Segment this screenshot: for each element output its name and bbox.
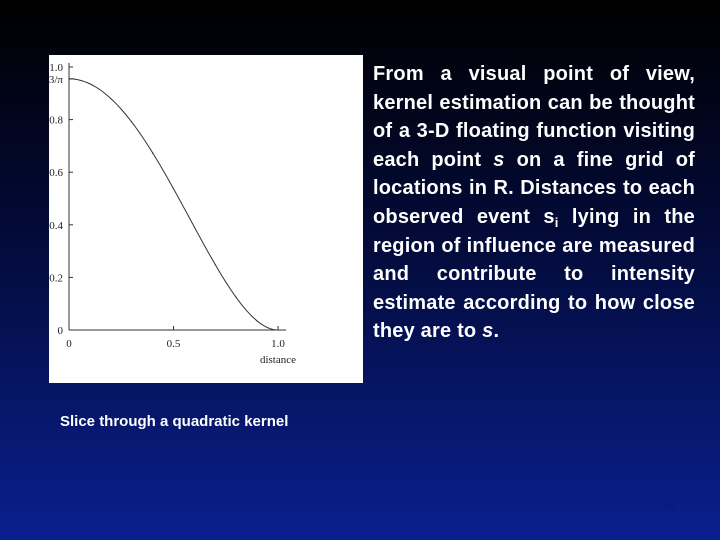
page-number: 33 bbox=[662, 498, 676, 512]
text-segment: From a visual point of view, kernel estimation can be thought of a 3-D floating function visiting each point bbox=[373, 63, 695, 171]
data-point bbox=[173, 188, 174, 189]
data-point bbox=[236, 297, 237, 298]
data-point bbox=[277, 329, 278, 330]
y-tick-label: 0.2 bbox=[49, 272, 63, 285]
symbol-s: s bbox=[482, 320, 494, 343]
y-tick-label: 0.4 bbox=[49, 219, 63, 232]
x-tick-label: 1.0 bbox=[271, 338, 285, 350]
data-point bbox=[89, 83, 90, 84]
data-point bbox=[152, 153, 153, 154]
data-point bbox=[215, 264, 216, 265]
x-tick-label: 0.5 bbox=[166, 338, 181, 350]
kernel-curve-line bbox=[69, 79, 278, 330]
subscript-i: i bbox=[554, 214, 559, 230]
symbol-s: s bbox=[493, 148, 505, 171]
data-point bbox=[131, 121, 132, 122]
y-tick-label: 1.0 bbox=[49, 62, 63, 74]
kernel-figure-panel bbox=[49, 55, 363, 383]
data-point bbox=[110, 98, 111, 99]
y-tick-label: 0.6 bbox=[49, 167, 63, 180]
data-point bbox=[68, 78, 69, 79]
figure-caption: Slice through a quadratic kernel bbox=[60, 413, 289, 430]
y-tick-label: 0 bbox=[57, 325, 63, 337]
text-segment: . bbox=[493, 320, 500, 343]
x-axis-label: distance bbox=[259, 354, 297, 366]
description-paragraph bbox=[373, 60, 695, 346]
y-tick-label: 0.8 bbox=[49, 114, 63, 127]
text-segment: on a fine grid of locations in R. Distances to each observed event s bbox=[373, 148, 695, 228]
data-point bbox=[194, 227, 195, 228]
text-segment: lying in the region of influence are measured and contribute to intensity estimate according to how close they are to bbox=[373, 205, 696, 343]
x-tick-label: 0 bbox=[66, 338, 72, 350]
kernel-chart bbox=[49, 55, 363, 383]
y-tick-label-3-over-pi: 3/π bbox=[49, 73, 63, 86]
data-point bbox=[257, 320, 258, 321]
